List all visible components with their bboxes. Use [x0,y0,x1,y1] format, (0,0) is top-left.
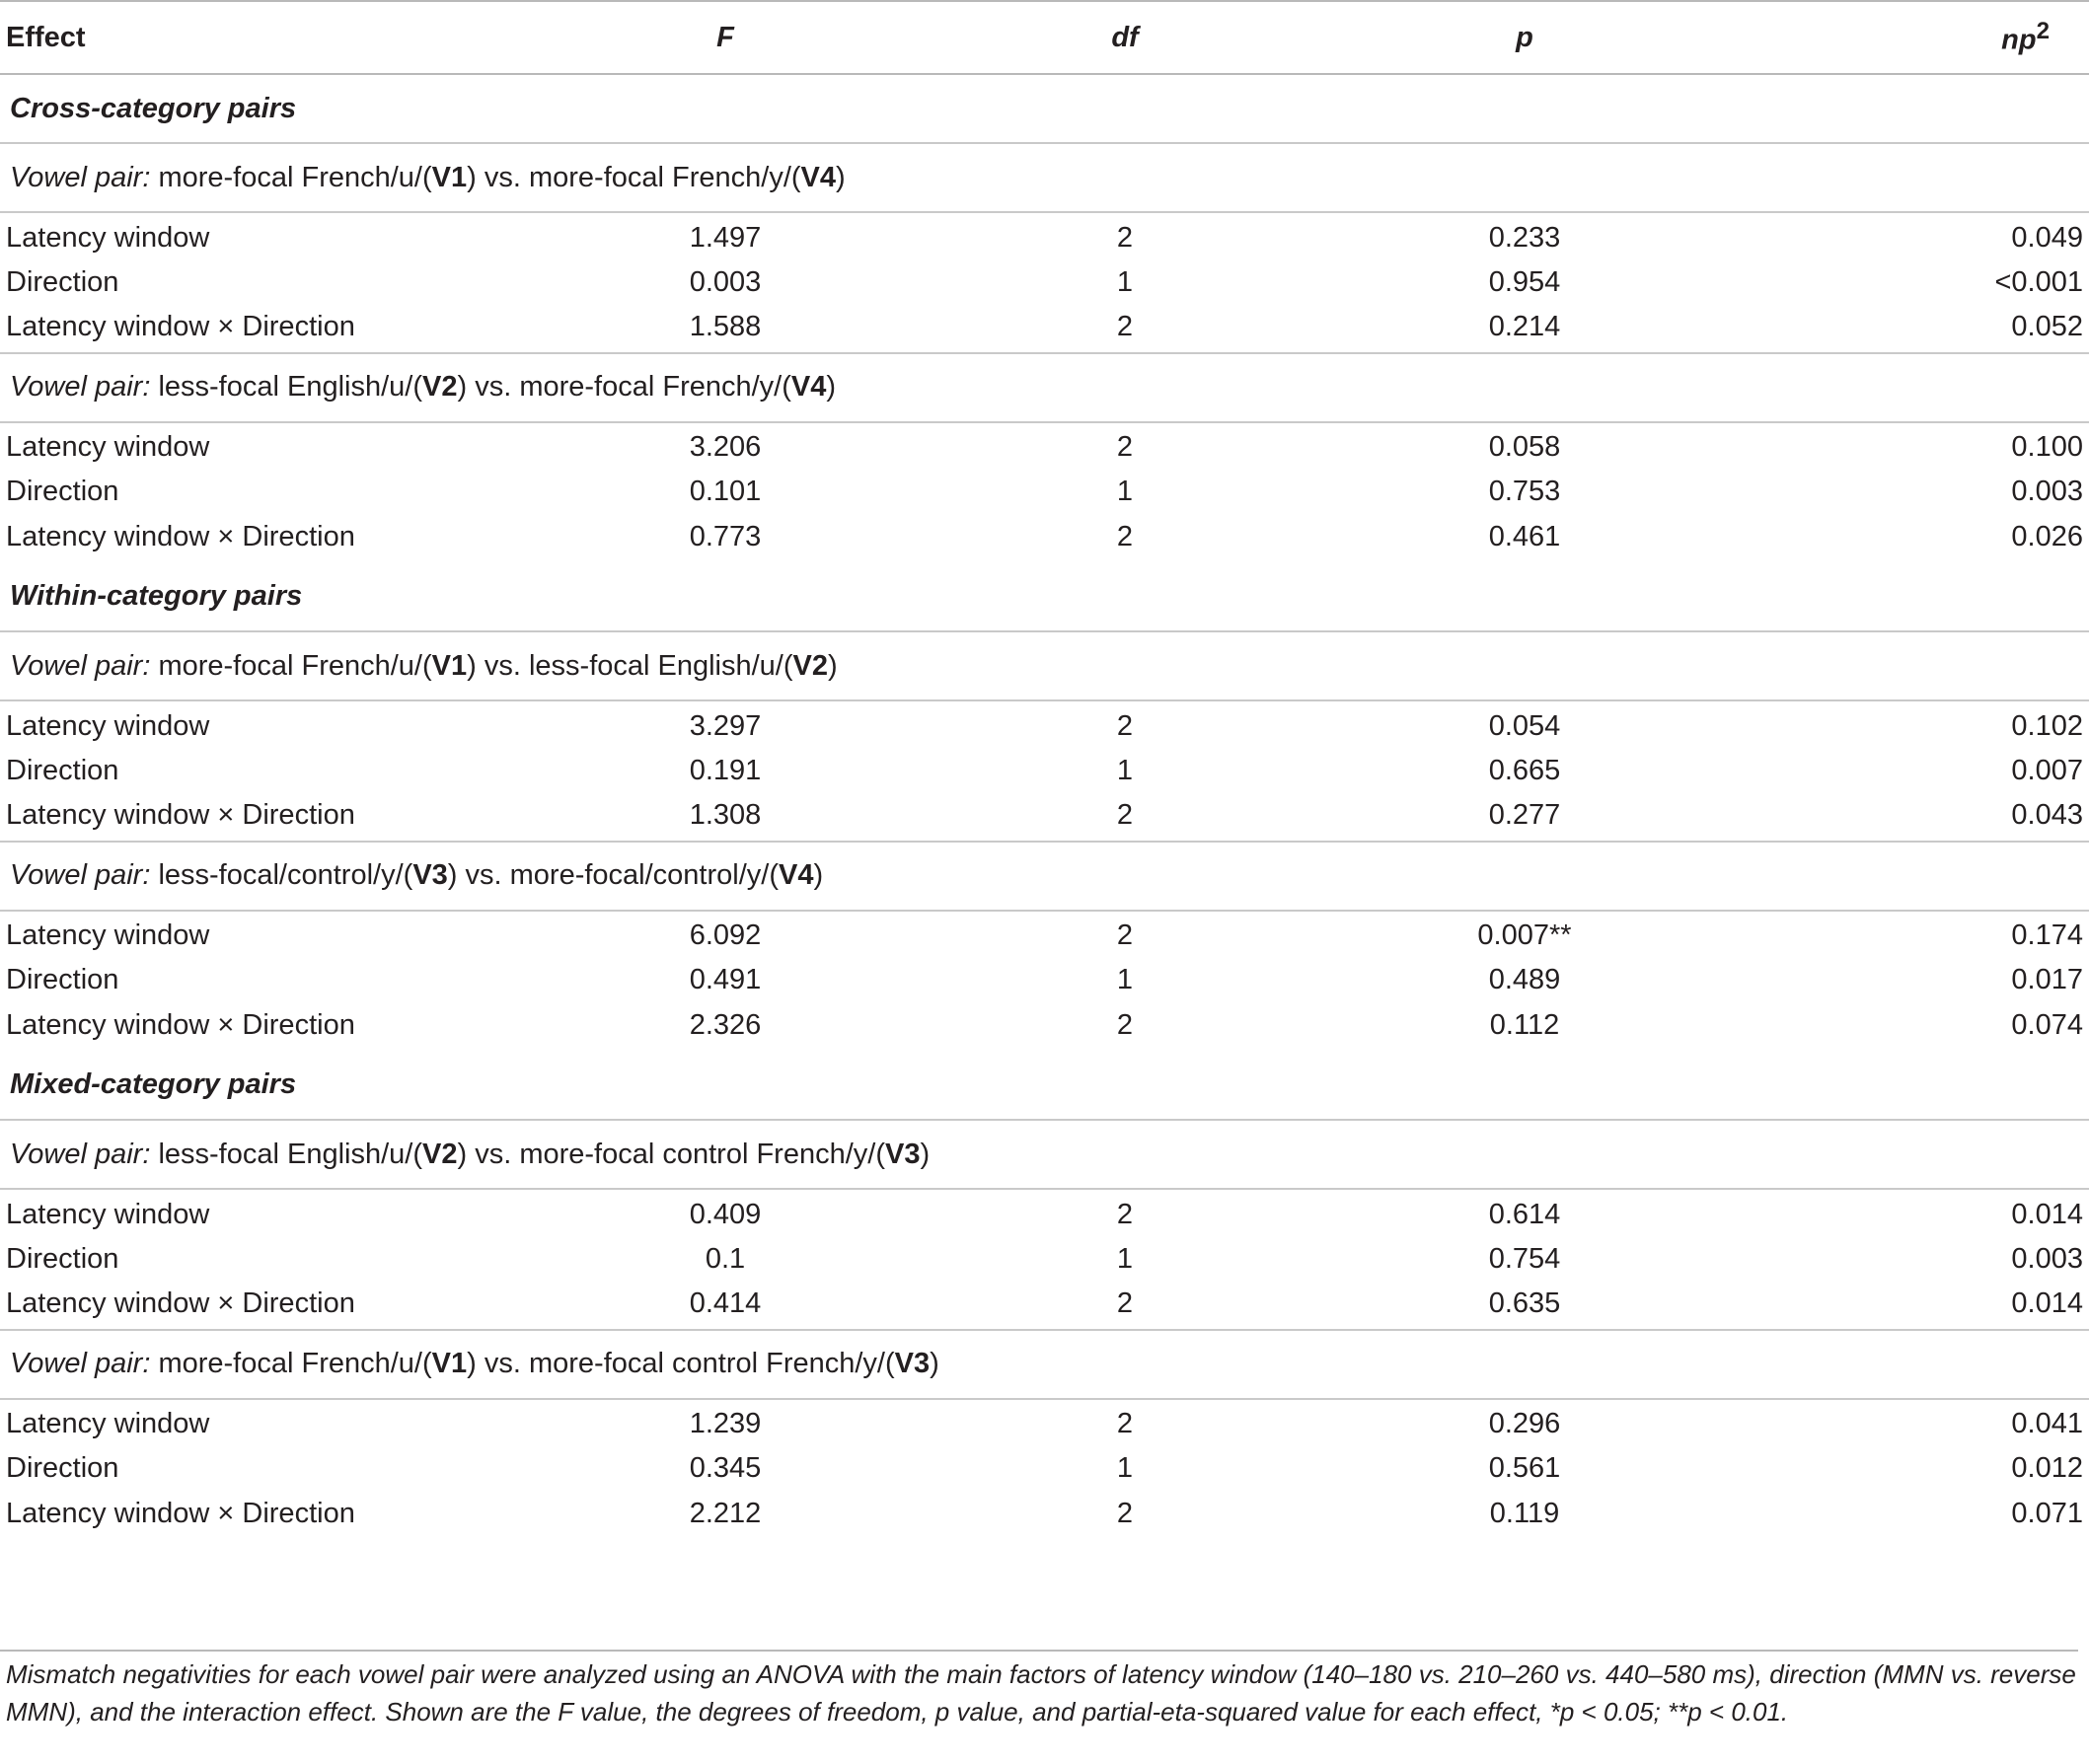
df-cell: 2 [1116,1198,1134,1230]
table-row [0,422,2089,470]
vowel-pair-prefix: Vowel pair: [10,1138,151,1170]
vowel-pair-row [0,1330,2089,1399]
vowel-pair-prefix: Vowel pair: [10,371,151,403]
effect-cell: Direction [6,1452,119,1485]
p-value-cell: 0.665 [1488,754,1561,786]
p-value-cell: 0.489 [1488,964,1561,996]
vowel-code: V3 [894,1348,931,1379]
vowel-pair-text: ) [920,1138,931,1170]
vowel-pair-text: ) [828,649,838,682]
np2-cell: 0.026 [2011,520,2083,552]
p-value-cell: 0.753 [1488,476,1561,508]
effect-cell: Direction [6,476,119,508]
section-title: Mixed-category pairs [10,1068,297,1100]
f-value-cell: 2.326 [689,1008,762,1041]
effect-cell: Latency window × Direction [6,1497,355,1529]
vowel-code: V3 [412,859,448,891]
vowel-pair-row [0,143,2089,212]
vowel-pair-text: ) [826,371,837,403]
df-cell: 2 [1116,1008,1134,1041]
vowel-code: V4 [778,859,814,891]
p-value-cell: 0.614 [1488,1198,1561,1230]
effect-cell: Latency window [6,221,210,254]
f-value-cell: 3.206 [689,431,762,464]
table-row [0,911,2089,958]
table-row [0,957,2089,1004]
vowel-pair-text: more-focal French/u/( [150,161,432,193]
table-row [0,306,2089,353]
np2-cell: 0.071 [2011,1497,2083,1529]
vowel-pair-prefix: Vowel pair: [10,161,151,193]
table-row [0,700,2089,748]
np2-cell: <0.001 [1994,265,2083,298]
header-np-text: np [2001,24,2037,56]
header-f: F [513,1,937,74]
effect-cell: Direction [6,1242,119,1275]
vowel-pair-label [0,353,2089,422]
f-value-cell: 0.414 [513,1283,937,1330]
effect-cell: Latency window × Direction [6,1008,355,1041]
vowel-pair-text: less-focal English/u/( [150,371,423,403]
table-row [0,259,2089,307]
vowel-code: V1 [431,1348,468,1379]
p-value-cell: 0.754 [1488,1242,1561,1275]
f-value-cell: 0.101 [689,476,762,508]
p-value-cell: 0.112 [1489,1008,1560,1041]
section-heading-row [0,1051,2089,1120]
effect-cell: Latency window × Direction [0,1283,513,1330]
header-np-superscript: 2 [2036,18,2050,45]
np2-cell: 0.052 [1737,306,2089,353]
df-cell: 2 [937,1283,1312,1330]
f-value-cell: 0.191 [689,754,762,786]
table-row [0,794,2089,842]
np2-cell: 0.003 [2011,476,2083,508]
vowel-code: V3 [885,1138,921,1170]
vowel-pair-label [0,1120,2089,1189]
df-cell: 1 [1116,964,1134,996]
p-value-cell: 0.214 [1312,306,1737,353]
vowel-pair-label [0,842,2089,911]
table-body [0,74,2089,1539]
p-value-cell: 0.119 [1489,1497,1560,1529]
vowel-pair-text: ) [930,1348,939,1379]
np2-cell: 0.003 [2011,1242,2083,1275]
vowel-pair-prefix: Vowel pair: [10,649,151,682]
df-cell: 2 [937,794,1312,842]
p-value-cell: 0.058 [1488,431,1561,464]
p-value-cell: 0.233 [1488,221,1561,254]
table-row [0,748,2089,795]
f-value-cell: 0.003 [689,265,762,298]
np2-cell: 0.174 [2011,919,2083,952]
df-cell: 2 [1116,520,1134,552]
vowel-pair-label [0,631,2089,700]
table-row [0,212,2089,259]
vowel-pair-text: more-focal French/u/( [150,1348,432,1379]
p-value-cell: 0.461 [1488,520,1561,552]
df-cell: 1 [1116,1242,1134,1275]
f-value-cell: 2.212 [689,1497,762,1529]
np2-cell: 0.014 [1737,1283,2089,1330]
f-value-cell: 0.773 [689,520,762,552]
effect-cell: Latency window × Direction [0,794,513,842]
np2-cell: 0.012 [2011,1452,2083,1485]
effect-cell: Latency window [6,919,210,952]
vowel-code: V4 [790,371,827,403]
df-cell: 2 [1116,1408,1134,1440]
np2-cell: 0.074 [2011,1008,2083,1041]
section-title: Cross-category pairs [0,74,2089,143]
effect-cell: Latency window [6,709,210,742]
df-cell: 2 [1116,431,1134,464]
np2-cell: 0.049 [2011,221,2083,254]
f-value-cell: 0.409 [689,1198,762,1230]
table-row [0,469,2089,516]
df-cell: 2 [1116,919,1134,952]
vowel-pair-text: ) vs. more-focal French/y/( [457,371,791,403]
vowel-pair-text: ) vs. more-focal French/y/( [467,161,801,193]
effect-cell: Latency window [6,1198,210,1230]
vowel-pair-text: ) vs. more-focal/control/y/( [447,859,779,891]
header-df: df [937,1,1312,74]
section-title: Within-category pairs [10,580,303,612]
table-row [0,1004,2089,1052]
effect-cell: Direction [6,964,119,996]
table-header-row [0,1,2089,74]
f-value-cell: 6.092 [689,919,762,952]
vowel-pair-text: ) [813,859,824,891]
vowel-code: V2 [422,371,458,403]
f-value-cell: 1.497 [689,221,762,254]
vowel-pair-row [0,1120,2089,1189]
p-value-cell: 0.296 [1488,1408,1561,1440]
df-cell: 2 [1116,221,1134,254]
effect-cell: Direction [6,754,119,786]
f-value-cell: 0.345 [689,1452,762,1485]
vowel-pair-row [0,842,2089,911]
table-row [0,1189,2089,1236]
np2-cell: 0.007 [2011,754,2083,786]
df-cell: 2 [1116,709,1134,742]
effect-cell: Latency window × Direction [6,520,355,552]
vowel-pair-label [0,1330,2089,1399]
vowel-pair-text: ) vs. more-focal control French/y/( [457,1138,885,1170]
table-row [0,1399,2089,1446]
effect-cell: Latency window × Direction [0,306,513,353]
f-value-cell: 0.1 [705,1242,746,1275]
df-cell: 2 [937,306,1312,353]
vowel-pair-text: less-focal/control/y/( [150,859,413,891]
df-cell: 1 [1116,1452,1134,1485]
effect-cell: Latency window [6,431,210,464]
np2-cell: 0.100 [2011,431,2083,464]
effect-cell: Direction [6,265,119,298]
header-effect: Effect [0,1,513,74]
table-row [0,1493,2089,1540]
vowel-pair-row [0,631,2089,700]
vowel-code: V1 [431,649,468,682]
p-value-cell: 0.954 [1488,265,1561,298]
header-p: p [1312,1,1737,74]
np2-cell: 0.043 [1737,794,2089,842]
p-value-cell: 0.561 [1488,1452,1561,1485]
f-value-cell: 1.308 [513,794,937,842]
df-cell: 1 [1116,265,1134,298]
table-row [0,1445,2089,1493]
f-value-cell: 3.297 [689,709,762,742]
header-np2 [1737,1,2089,74]
vowel-pair-text: less-focal English/u/( [150,1138,423,1170]
vowel-pair-text: ) vs. less-focal English/u/( [467,649,793,682]
vowel-pair-text: ) [836,161,846,193]
df-cell: 1 [1116,754,1134,786]
vowel-pair-row [0,353,2089,422]
table-row [0,1236,2089,1284]
np2-cell: 0.041 [2011,1408,2083,1440]
np2-cell: 0.014 [2011,1198,2083,1230]
vowel-code: V4 [800,161,837,193]
f-value-cell: 1.588 [513,306,937,353]
vowel-code: V2 [792,649,829,682]
vowel-pair-prefix: Vowel pair: [10,1348,151,1379]
p-value-cell: 0.635 [1312,1283,1737,1330]
section-heading-row [0,74,2089,143]
vowel-code: V1 [431,161,468,193]
vowel-pair-text: ) vs. more-focal control French/y/( [467,1348,895,1379]
vowel-pair-prefix: Vowel pair: [10,859,151,891]
effect-cell: Latency window [6,1408,210,1440]
section-heading-row [0,562,2089,631]
p-value-cell: 0.054 [1488,709,1561,742]
table-row [0,1283,2089,1330]
vowel-code: V2 [422,1138,458,1170]
f-value-cell: 0.491 [689,964,762,996]
table-footnote: Mismatch negativities for each vowel pair were analyzed using an ANOVA with the main factors of latency window (140–180 vs. 210–260 vs. 440–580 ms), direction (MMN vs. reverse MMN), and the interaction effect. Shown are the F value, the degrees of freedom, p value, and partial-eta-squared value for each effect, *p < 0.05; **p < 0.01. [0,1650,2078,1730]
table-row [0,516,2089,563]
np2-cell: 0.102 [2011,709,2083,742]
p-value-cell: 0.277 [1312,794,1737,842]
vowel-pair-text: more-focal French/u/( [150,649,432,682]
np2-cell: 0.017 [2011,964,2083,996]
vowel-pair-label [0,143,2089,212]
f-value-cell: 1.239 [689,1408,762,1440]
df-cell: 1 [1116,476,1134,508]
df-cell: 2 [1116,1497,1134,1529]
p-value-cell: 0.007** [1477,919,1572,952]
